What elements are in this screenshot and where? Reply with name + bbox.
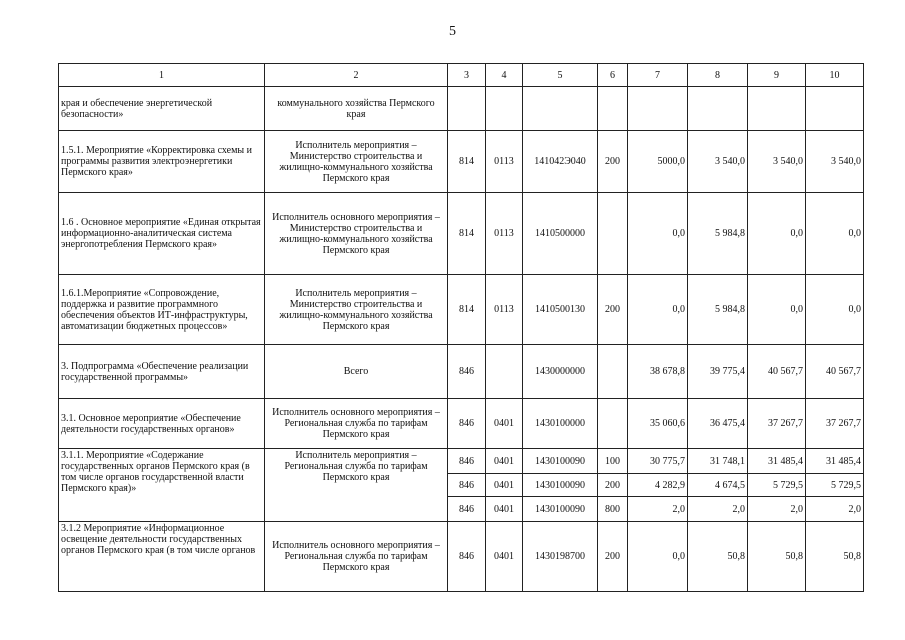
cell: 0401: [486, 474, 523, 497]
cell: 40 567,7: [806, 345, 864, 399]
budget-table: [58, 63, 864, 592]
cell: 3 540,0: [806, 131, 864, 193]
cell: [448, 87, 486, 131]
table-row: [59, 275, 864, 345]
header-cell: 9: [748, 64, 806, 87]
cell: 200: [598, 474, 628, 497]
cell: [598, 345, 628, 399]
cell: 814: [448, 275, 486, 345]
measure-name: 3.1.2 Мероприятие «Информационное освещение деятельности государственных органов Пермского края (в том числе органов: [59, 522, 265, 592]
cell: 1410500000: [523, 193, 598, 275]
cell: [598, 87, 628, 131]
measure-name: 1.5.1. Мероприятие «Корректировка схемы и программы развития электроэнергетики Пермского края»: [59, 131, 265, 193]
cell: 0401: [486, 449, 523, 474]
cell: 50,8: [748, 522, 806, 592]
cell: [486, 87, 523, 131]
table-row: [59, 449, 864, 474]
cell: 50,8: [806, 522, 864, 592]
table-row: [59, 131, 864, 193]
cell: 3 540,0: [748, 131, 806, 193]
header-row: [59, 64, 864, 87]
cell: 846: [448, 449, 486, 474]
header-cell: 10: [806, 64, 864, 87]
cell: 4 282,9: [628, 474, 688, 497]
executor: Исполнитель мероприятия – Министерство строительства и жилищно-коммунального хозяйства Пермского края: [265, 275, 448, 345]
header-cell: 1: [59, 64, 265, 87]
cell: 200: [598, 275, 628, 345]
cell: [598, 193, 628, 275]
executor: коммунального хозяйства Пермского края: [265, 87, 448, 131]
header-cell: 8: [688, 64, 748, 87]
cell: 36 475,4: [688, 399, 748, 449]
cell: 1430100000: [523, 399, 598, 449]
executor: Исполнитель мероприятия – Министерство строительства и жилищно-коммунального хозяйства Пермского края: [265, 131, 448, 193]
table-row: [59, 522, 864, 592]
cell: 35 060,6: [628, 399, 688, 449]
cell: 0,0: [748, 193, 806, 275]
cell: 800: [598, 497, 628, 522]
cell: 31 485,4: [806, 449, 864, 474]
table-row: [59, 399, 864, 449]
table-row: [59, 193, 864, 275]
measure-name: 1.6.1.Мероприятие «Сопровождение, поддержка и развитие программного обеспечения объектов ИТ-инфраструктуры, автоматизации бюджетных процессов»: [59, 275, 265, 345]
header-cell: 7: [628, 64, 688, 87]
cell: 0,0: [628, 522, 688, 592]
cell: 0113: [486, 275, 523, 345]
cell: 4 674,5: [688, 474, 748, 497]
cell: [688, 87, 748, 131]
header-cell: 5: [523, 64, 598, 87]
cell: 0401: [486, 522, 523, 592]
cell: 0,0: [748, 275, 806, 345]
cell: 0401: [486, 399, 523, 449]
measure-name: 3.1. Основное мероприятие «Обеспечение деятельности государственных органов»: [59, 399, 265, 449]
cell: 1430100090: [523, 474, 598, 497]
table-row: [59, 345, 864, 399]
cell: [598, 399, 628, 449]
cell: 5 984,8: [688, 275, 748, 345]
cell: 5 984,8: [688, 193, 748, 275]
cell: 1430198700: [523, 522, 598, 592]
executor: Исполнитель мероприятия – Региональная служба по тарифам Пермского края: [265, 449, 448, 522]
cell: 814: [448, 131, 486, 193]
cell: 37 267,7: [806, 399, 864, 449]
cell: 100: [598, 449, 628, 474]
executor: Исполнитель основного мероприятия – Региональная служба по тарифам Пермского края: [265, 522, 448, 592]
cell: 50,8: [688, 522, 748, 592]
executor: Исполнитель основного мероприятия – Региональная служба по тарифам Пермского края: [265, 399, 448, 449]
cell: 1410500130: [523, 275, 598, 345]
cell: 0,0: [628, 193, 688, 275]
cell: [748, 87, 806, 131]
cell: 31 485,4: [748, 449, 806, 474]
cell: 40 567,7: [748, 345, 806, 399]
cell: 0,0: [806, 275, 864, 345]
cell: 1430100090: [523, 449, 598, 474]
cell: 0113: [486, 131, 523, 193]
cell: 846: [448, 474, 486, 497]
cell: 1430000000: [523, 345, 598, 399]
cell: [628, 87, 688, 131]
header-cell: 6: [598, 64, 628, 87]
executor: Исполнитель основного мероприятия – Министерство строительства и жилищно-коммунального хозяйства Пермского края: [265, 193, 448, 275]
cell: 0,0: [806, 193, 864, 275]
header-cell: 3: [448, 64, 486, 87]
cell: 141042Э040: [523, 131, 598, 193]
cell: [486, 345, 523, 399]
cell: 0401: [486, 497, 523, 522]
cell: 39 775,4: [688, 345, 748, 399]
cell: [806, 87, 864, 131]
cell: 846: [448, 399, 486, 449]
cell: [523, 87, 598, 131]
cell: 200: [598, 522, 628, 592]
cell: 2,0: [748, 497, 806, 522]
cell: 814: [448, 193, 486, 275]
cell: 5 729,5: [748, 474, 806, 497]
cell: 0,0: [628, 275, 688, 345]
measure-name: 3. Подпрограмма «Обеспечение реализации государственной программы»: [59, 345, 265, 399]
cell: 2,0: [806, 497, 864, 522]
cell: 37 267,7: [748, 399, 806, 449]
header-cell: 4: [486, 64, 523, 87]
page-number: 5: [449, 24, 456, 39]
cell: 846: [448, 522, 486, 592]
cell: 31 748,1: [688, 449, 748, 474]
cell: 200: [598, 131, 628, 193]
cell: 3 540,0: [688, 131, 748, 193]
executor: Всего: [265, 345, 448, 399]
cell: 38 678,8: [628, 345, 688, 399]
cell: 30 775,7: [628, 449, 688, 474]
measure-name: края и обеспечение энергетической безопасности»: [59, 87, 265, 131]
measure-name: 3.1.1. Мероприятие «Содержание государственных органов Пермского края (в том числе органов государственной власти Пермского края)»: [59, 449, 265, 522]
cell: 1430100090: [523, 497, 598, 522]
cell: 5000,0: [628, 131, 688, 193]
header-cell: 2: [265, 64, 448, 87]
cell: 2,0: [688, 497, 748, 522]
cell: 5 729,5: [806, 474, 864, 497]
table-row: [59, 87, 864, 131]
cell: 0113: [486, 193, 523, 275]
cell: 2,0: [628, 497, 688, 522]
cell: 846: [448, 497, 486, 522]
measure-name: 1.6 . Основное мероприятие «Единая открытая информационно-аналитическая система энергопотребления Пермского края»: [59, 193, 265, 275]
cell: 846: [448, 345, 486, 399]
